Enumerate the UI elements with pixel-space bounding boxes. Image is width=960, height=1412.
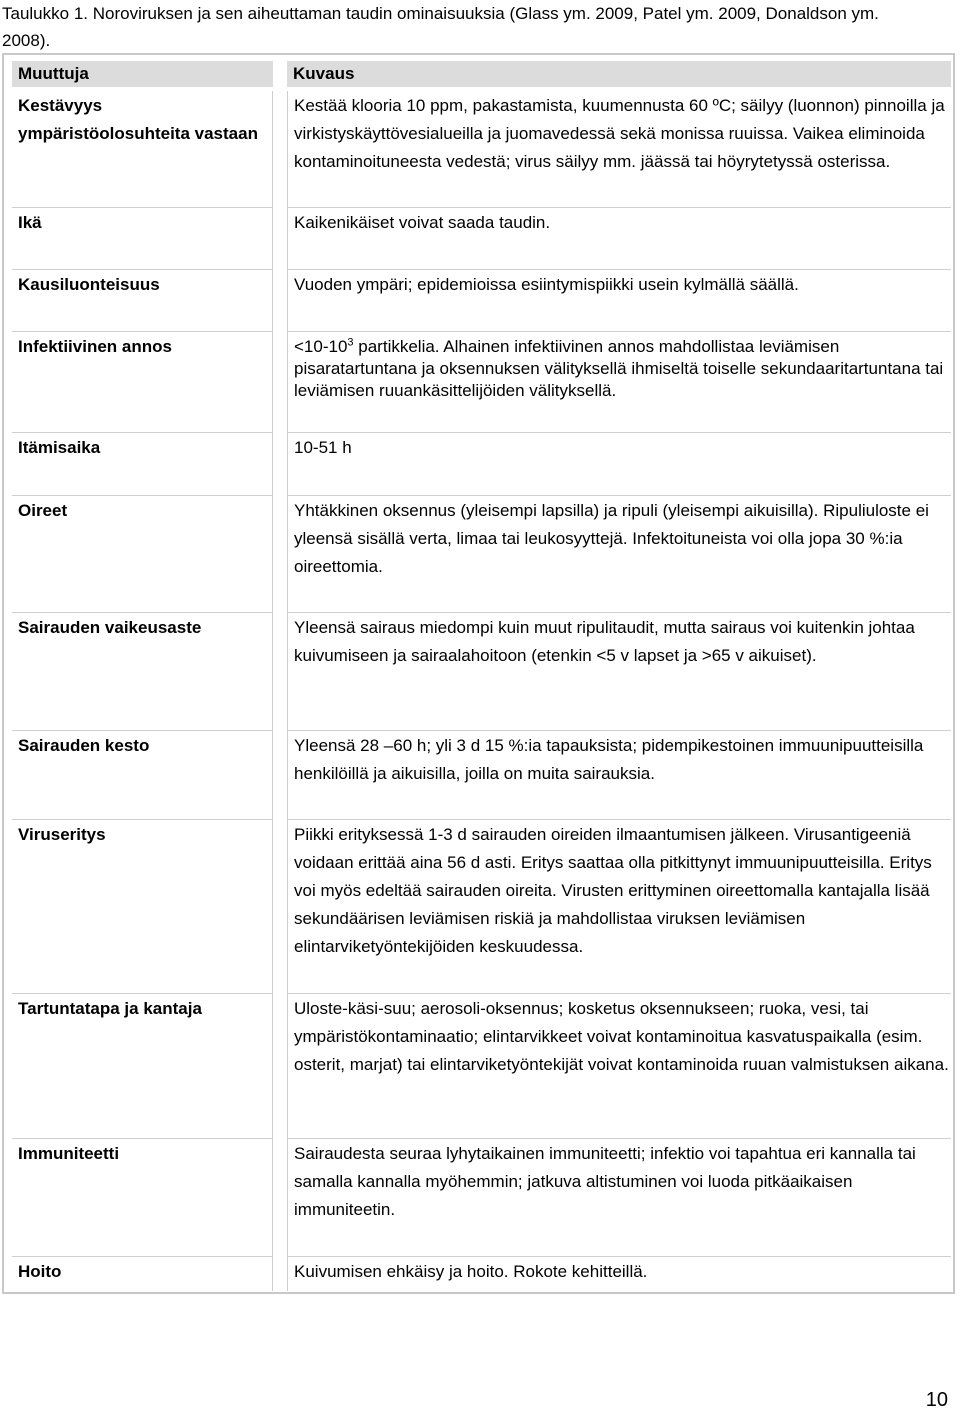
row-description-seasonality: Vuoden ympäri; epidemioissa esiintymispiikki usein kylmällä säällä. [287,270,951,332]
column-header-variable: Muuttuja [12,61,273,87]
row-description-duration: Yleensä 28 –60 h; yli 3 d 15 %:ia tapauksista; pidempikestoinen immuunipuutteisilla henkilöillä ja aikuisilla, joilla on muita sairauksia. [287,731,951,820]
row-description-virus-shedding: Piikki erityksessä 1-3 d sairauden oireiden ilmaantumisen jälkeen. Virusantigeeniä voidaan erittää aina 56 d asti. Eritys saattaa olla pitkittynyt immuunipuutteisilla. Eritys voi myös edeltää sairauden oireita. Virusten erittyminen oireettomalla kantajalla lisää sekundäärisen leviämisen riskiä ja mahdollistaa viruksen leviämisen elintarviketyöntekijöiden keskuudessa. [287,820,951,994]
infectious-dose-exponent: 3 [347,336,354,349]
row-description-durability: Kestää klooria 10 ppm, pakastamista, kuumennusta 60 ºC; säilyy (luonnon) pinnoilla ja virkistyskäyttövesialueilla ja juomavedessä sekä monissa ruuissa. Vaikea eliminoida kontaminoituneesta vedestä; virus säilyy mm. jäässä tai höyrytetyssä osterissa. [287,91,951,208]
row-description-severity: Yleensä sairaus miedompi kuin muut ripulitaudit, mutta sairaus voi kuitenkin johtaa kuivumiseen ja sairaalahoitoon (etenkin <5 v lapset ja >65 v aikuiset). [287,613,951,731]
row-label-treatment: Hoito [12,1257,273,1291]
row-label-durability: Kestävyys ympäristöolosuhteita vastaan [12,91,273,208]
characteristics-table [2,53,955,1294]
row-label-severity: Sairauden vaikeusaste [12,613,273,731]
row-label-seasonality: Kausiluonteisuus [12,270,273,332]
infectious-dose-prefix: <10-10 [294,337,348,356]
row-label-immunity: Immuniteetti [12,1139,273,1257]
infectious-dose-text: partikkelia. Alhainen infektiivinen annos mahdollistaa leviämisen pisaratartuntana ja oksennuksen välityksellä ihmiseltä toiselle sekundaaritartuntana tai leviämisen ruuankäsittelijöiden välityksellä. [294,337,944,400]
row-label-infectious-dose: Infektiivinen annos [12,332,273,433]
column-header-description: Kuvaus [287,61,951,87]
row-description-infectious-dose [287,332,951,433]
table-caption: Taulukko 1. Noroviruksen ja sen aiheuttaman taudin ominaisuuksia (Glass ym. 2009, Patel ym. 2009, Donaldson ym. 2008). [2,4,879,50]
row-description-transmission: Uloste-käsi-suu; aerosoli-oksennus; kosketus oksennukseen; ruoka, vesi, tai ympäristökontaminaatio; elintarvikkeet voivat kontaminoitua kasvatuspaikalla (esim. osterit, marjat) tai elintarviketyöntekijät voivat kontaminoida ruuan valmistuksen aikana. [287,994,951,1139]
row-description-treatment: Kuivumisen ehkäisy ja hoito. Rokote kehitteillä. [287,1257,951,1291]
row-label-duration: Sairauden kesto [12,731,273,820]
row-label-transmission: Tartuntatapa ja kantaja [12,994,273,1139]
row-label-symptoms: Oireet [12,496,273,613]
row-description-symptoms: Yhtäkkinen oksennus (yleisempi lapsilla) ja ripuli (yleisempi aikuisilla). Ripuliuloste ei yleensä sisällä verta, limaa tai leukosyyttejä. Infektoituneista voi olla jopa 30 %:ia oireettomia. [287,496,951,613]
row-description-immunity: Sairaudesta seuraa lyhytaikainen immuniteetti; infektio voi tapahtua eri kannalla tai samalla kannalla myöhemmin; jatkuva altistuminen voi luoda pitkäaikaisen immuniteetin. [287,1139,951,1257]
page-number: 10 [925,1389,948,1411]
row-label-virus-shedding: Viruseritys [12,820,273,994]
row-label-age: Ikä [12,208,273,270]
row-description-age: Kaikenikäiset voivat saada taudin. [287,208,951,270]
row-description-incubation: 10-51 h [287,433,951,496]
row-label-incubation: Itämisaika [12,433,273,496]
